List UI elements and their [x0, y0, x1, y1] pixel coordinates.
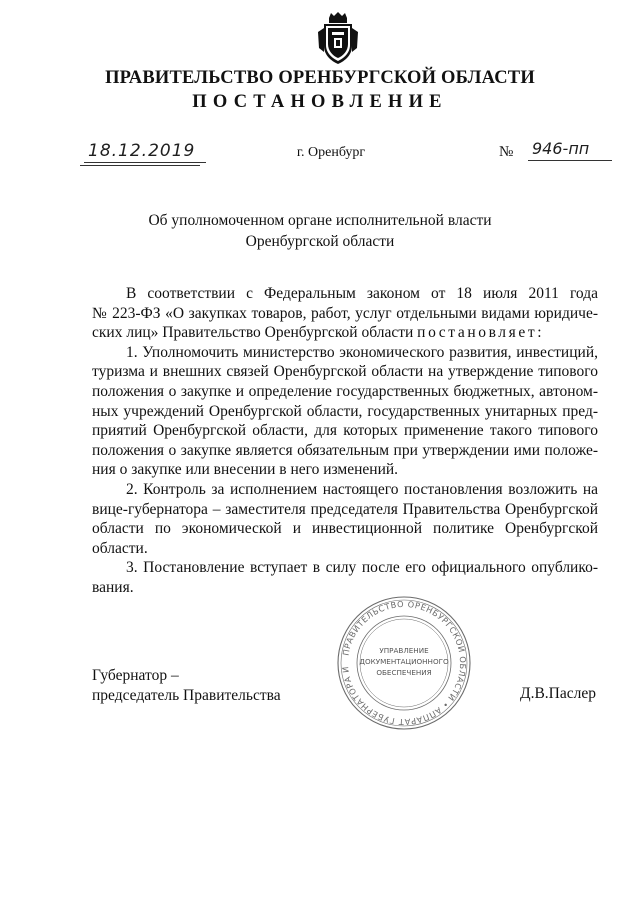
- date-underline: [80, 165, 200, 166]
- signatory-title-line: председатель Правительства: [92, 687, 281, 704]
- signatory-name: Д.В.Паслер: [520, 685, 596, 702]
- subject-line: Об уполномоченном органе исполнительной власти: [148, 212, 492, 229]
- decree-number: 946-пп: [528, 138, 612, 161]
- decree-subject: [0, 210, 640, 252]
- subject-line: Оренбургской области: [245, 233, 395, 250]
- signatory-title: [92, 666, 281, 706]
- stamp-center-line: ОБЕСПЕЧЕНИЯ: [376, 668, 432, 677]
- government-name: ПРАВИТЕЛЬСТВО ОРЕНБУРГСКОЙ ОБЛАСТИ: [105, 68, 535, 88]
- body-line: ных учреждений Оренбургской области, государственных унитарных пред-: [92, 402, 598, 420]
- body-line: приятий Оренбургской области, для которых применение такого типового: [92, 422, 598, 440]
- decree-body: [92, 284, 598, 598]
- body-line: 3. Постановление вступает в силу после его официального опублико-: [126, 559, 598, 577]
- body-line: В соответствии с Федеральным законом от 18 июля 2011 года: [126, 285, 598, 302]
- intro-text: ских лиц» Правительство Оренбургской области: [92, 324, 418, 342]
- body-line: [92, 323, 598, 343]
- coat-of-arms-icon: [316, 12, 360, 66]
- stamp-center-line: ДОКУМЕНТАЦИОННОГО: [359, 657, 449, 666]
- body-line: вания.: [92, 578, 134, 596]
- body-line: положения о закупке и определение государственных бюджетных, автоном-: [92, 382, 598, 400]
- decree-city: г. Оренбург: [296, 145, 366, 160]
- resolves-word: постановляет:: [417, 324, 545, 342]
- document-type: ПОСТАНОВЛЕНИЕ: [192, 92, 448, 112]
- stamp-ring-text: ПРАВИТЕЛЬСТВО ОРЕНБУРГСКОЙ ОБЛАСТИ • АППАРАТ ГУБЕРНАТОРА И: [340, 598, 469, 728]
- body-line: ния о закупке или внесении в него изменений.: [92, 461, 399, 479]
- decree-date: 18.12.2019: [84, 140, 206, 163]
- body-line: туризма и внешних связей Оренбургской области на утверждение типового: [92, 363, 598, 381]
- body-line: области.: [92, 539, 148, 557]
- body-line: № 223-ФЗ «О закупках товаров, работ, услуг отдельными видами юридиче-: [92, 304, 598, 322]
- body-line: положения о закупке является обязательным при утверждении ими положе-: [92, 441, 598, 459]
- official-stamp: [335, 593, 473, 733]
- signatory-title-line: Губернатор –: [92, 667, 179, 684]
- stamp-center-line: УПРАВЛЕНИЕ: [379, 646, 429, 655]
- body-line: вице-губернатора – заместителя председателя Правительства Оренбургской: [92, 500, 598, 518]
- body-line: 1. Уполномочить министерство экономического развития, инвестиций,: [126, 343, 598, 361]
- body-line: 2. Контроль за исполнением настоящего постановления возложить на: [126, 480, 598, 498]
- number-label: №: [499, 144, 514, 160]
- body-line: области по экономической и инвестиционной политике Оренбургской: [92, 520, 598, 538]
